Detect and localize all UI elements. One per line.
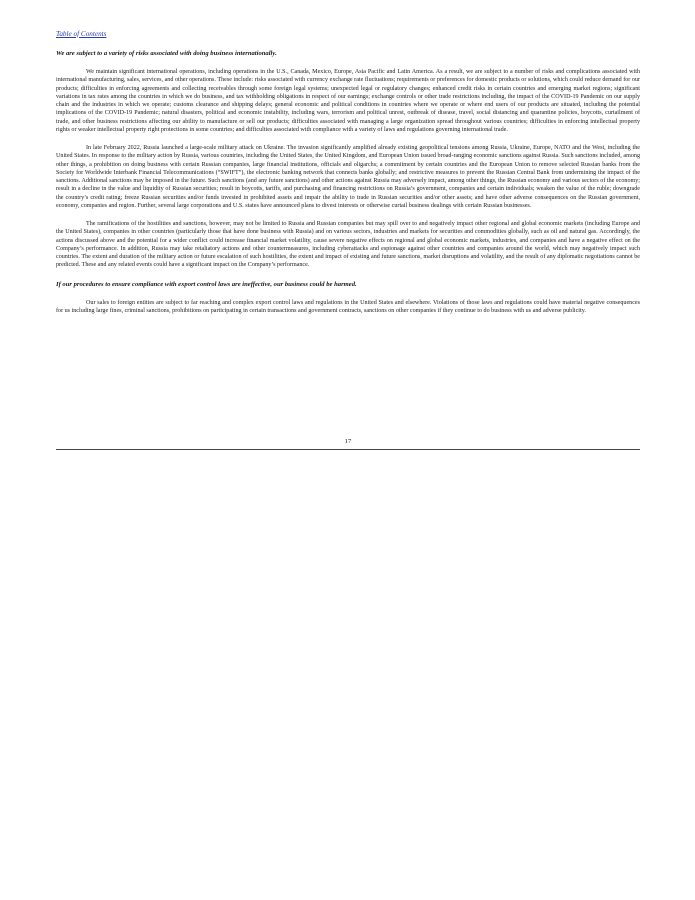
footer-divider: [56, 449, 640, 450]
section-heading-international-risks: We are subject to a variety of risks associated with doing business internationally.: [56, 50, 277, 57]
paragraph-sanctions-ramifications: The ramifications of the hostilities and sanctions, however, may not be limited to Russia and Russian companies but may spill over to and negatively impact other regional and global economic markets (including Europe and the United States), companies in other countries (particularly those that have done business with Russia) and on various sectors, industries and markets for securities and commodities globally, such as oil and natural gas. Accordingly, the actions discussed above and the potential for a wider conflict could increase financial market volatility, cause severe negative effects on regional and global economic markets, industries, and companies and have a negative effect on the Company’s performance. In addition, Russia may take retaliatory actions and other countermeasures, including cyberattacks and espionage against other countries and companies around the world, which may negatively impact such countries. The extent and duration of the military action or future escalation of such hostilities, the extent and impact of existing and future sanctions, market disruptions and volatility, and the result of any diplomatic negotiations cannot be predicted. These and any related events could have a significant impact on the Company’s performance.: [56, 221, 640, 269]
page-footer: [56, 438, 640, 450]
paragraph-export-control: Our sales to foreign entities are subject to far reaching and complex export control laws and regulations in the United States and elsewhere. Violations of those laws and regulations could have material negative consequences for us including large fines, criminal sanctions, prohibitions on participating in certain transactions and government contracts, sanctions on other companies if they continue to do business with us and adverse publicity.: [56, 299, 640, 314]
page-number: 17: [344, 438, 352, 445]
table-of-contents-link[interactable]: Table of Contents: [56, 30, 107, 38]
document-page: [56, 23, 640, 325]
paragraph-russia-ukraine: In late February 2022, Russia launched a large-scale military attack on Ukraine. The invasion significantly amplified already existing geopolitical tensions among Russia, Ukraine, Europe, NATO and the West, including the United States. In response to the military action by Russia, various countries, including the United States, the United Kingdom, and European Union issued broad-ranging economic sanctions against Russia. Such sanctions included, among other things, a prohibition on doing business with certain Russian companies, large financial institutions, officials and oligarchs; a commitment by certain countries and the European Union to remove selected Russian banks from the Society for Worldwide Interbank Financial Telecommunications (“SWIFT”), the electronic banking network that connects banks globally; and restrictive measures to prevent the Russian Central Bank from undermining the impact of the sanctions. Additional sanctions may be imposed in the future. Such sanctions (and any future sanctions) and other actions against Russia may adversely impact, among other things, the Russian economy and various sectors of the economy; result in a decline in the value and liquidity of Russian securities; result in boycotts, tariffs, and purchasing and financing restrictions on Russia’s government, companies and certain individuals; weaken the value of the ruble; downgrade the country’s credit rating; freeze Russian securities and/or funds invested in prohibited assets and impair the ability to trade in Russian securities and/or other assets; and have other adverse consequences on the Russian government, economy, companies and region. Further, several large corporations and U.S. states have announced plans to divest interests or otherwise curtail business dealings with certain Russian businesses.: [56, 145, 640, 209]
paragraph-international-operations: We maintain significant international operations, including operations in the U.S., Canada, Mexico, Europe, Asia Pacific and Latin America. As a result, we are subject to a number of risks and complications associated with international manufacturing, sales, services, and other operations. These include: risks associated with currency exchange rate fluctuations; requirements or preferences for domestic products or solutions, which could reduce demand for our products; difficulties in enforcing agreements and collecting receivables through some foreign legal systems; unexpected legal or regulatory changes; enhanced credit risks in certain countries and emerging market regions; significant variations in tax rates among the countries in which we do business, and tax withholding obligations in respect of our earnings; exchange controls or other trade restrictions including, the impact of the COVID-19 Pandemic on our supply chain and the industries in which we operate; customs clearance and shipping delays; general economic and political conditions in countries where we operate or where end users of our products are situated, including the potential implications of the COVID-19 Pandemic; natural disasters, political and economic instability, including wars, terrorism and political unrest, outbreak of disease, travel, social distancing and quarantine policies, boycotts, curtailment of trade, and other business restrictions affecting our ability to manufacture or sell our products; difficulties associated with managing a large organization spread throughout various countries; difficulties in enforcing intellectual property rights or weaker intellectual property right protections in some countries; and difficulties associated with compliance with a variety of laws and regulations governing international trade.: [56, 69, 640, 133]
section-heading-export-control: If our procedures to ensure compliance with export control laws are ineffective, our business could be harmed.: [56, 280, 357, 288]
